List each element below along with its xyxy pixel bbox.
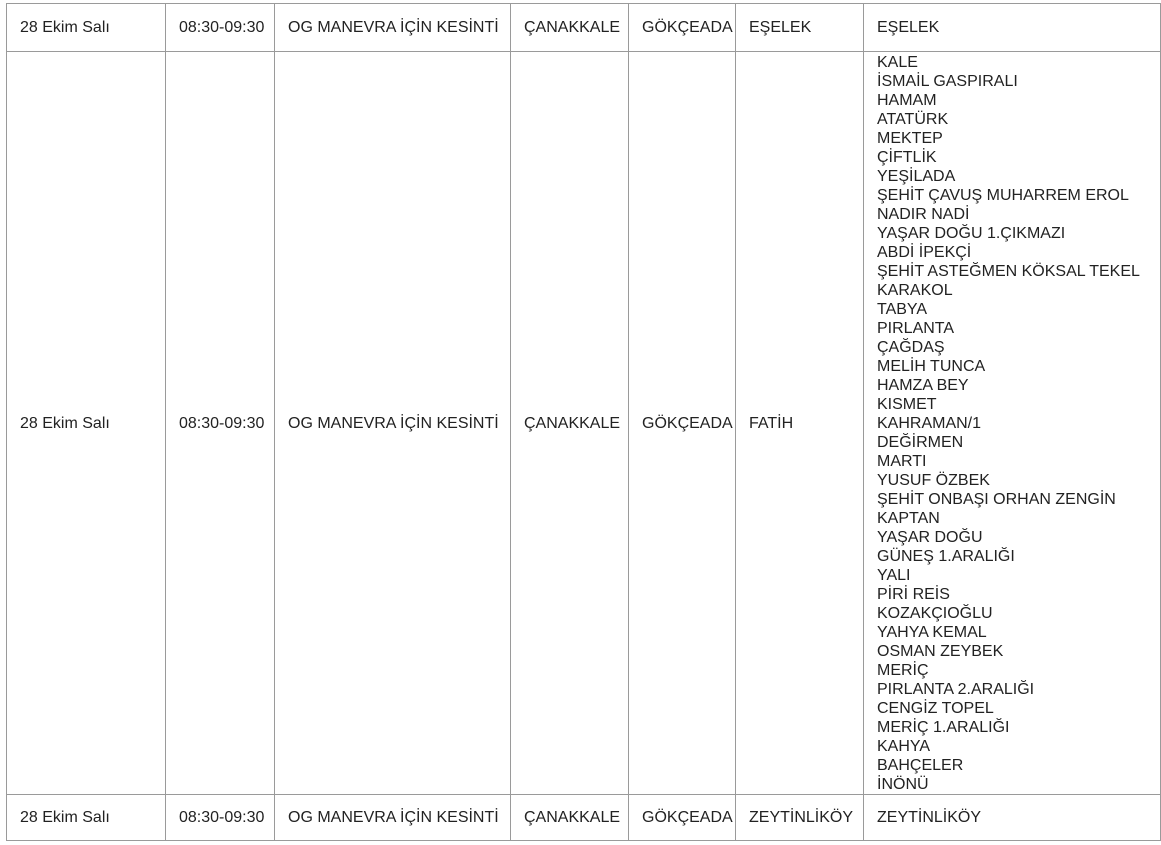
district-cell: GÖKÇEADA [629, 795, 736, 841]
city-cell: ÇANAKKALE [511, 52, 629, 795]
street-item: ATATÜRK [877, 110, 949, 128]
time-cell: 08:30-09:30 [166, 795, 275, 841]
street-list [877, 808, 1160, 827]
outage-table [6, 3, 1161, 841]
street-item: ÇAĞDAŞ [877, 338, 945, 356]
neighborhood-cell: FATİH [736, 52, 864, 795]
district-cell: GÖKÇEADA [629, 52, 736, 795]
table-row [7, 795, 1161, 841]
date-cell: 28 Ekim Salı [7, 795, 166, 841]
street-list [877, 53, 1160, 794]
street-item: ZEYTİNLİKÖY [877, 809, 982, 826]
street-item: YALI [877, 566, 911, 584]
street-item: DEĞİRMEN [877, 433, 964, 451]
street-item: KAPTAN [877, 509, 940, 527]
street-item: HAMZA BEY [877, 376, 969, 394]
street-item: ABDİ İPEKÇİ [877, 243, 972, 261]
street-item: GÜNEŞ 1.ARALIĞI [877, 547, 1015, 565]
street-item: PİRİ REİS [877, 585, 950, 603]
streets-cell [864, 4, 1161, 52]
reason-cell: OG MANEVRA İÇİN KESİNTİ [275, 4, 511, 52]
street-item: PIRLANTA [877, 319, 955, 337]
city-cell: ÇANAKKALE [511, 4, 629, 52]
street-item: KALE [877, 53, 918, 71]
time-cell: 08:30-09:30 [166, 4, 275, 52]
time-cell: 08:30-09:30 [166, 52, 275, 795]
street-item: KISMET [877, 395, 937, 413]
street-item: BAHÇELER [877, 756, 964, 774]
street-item: MERİÇ 1.ARALIĞI [877, 718, 1010, 736]
street-item: EŞELEK [877, 19, 940, 36]
neighborhood-cell: ZEYTİNLİKÖY [736, 795, 864, 841]
street-item: KARAKOL [877, 281, 953, 299]
streets-cell [864, 795, 1161, 841]
street-item: ŞEHİT ONBAŞI ORHAN ZENGİN [877, 490, 1116, 508]
street-item: KOZAKÇIOĞLU [877, 604, 993, 622]
street-item: MELİH TUNCA [877, 357, 986, 375]
table-row [7, 4, 1161, 52]
table-row [7, 52, 1161, 795]
neighborhood-cell: EŞELEK [736, 4, 864, 52]
outage-table-body [7, 4, 1161, 841]
street-item: YEŞİLADA [877, 167, 956, 185]
district-cell: GÖKÇEADA [629, 4, 736, 52]
city-cell: ÇANAKKALE [511, 795, 629, 841]
date-cell: 28 Ekim Salı [7, 52, 166, 795]
reason-cell: OG MANEVRA İÇİN KESİNTİ [275, 795, 511, 841]
streets-cell [864, 52, 1161, 795]
street-item: PIRLANTA 2.ARALIĞI [877, 680, 1035, 698]
street-item: KAHYA [877, 737, 931, 755]
street-item: YAŞAR DOĞU [877, 528, 983, 546]
date-cell: 28 Ekim Salı [7, 4, 166, 52]
street-item: YAŞAR DOĞU 1.ÇIKMAZI [877, 224, 1066, 242]
street-item: YUSUF ÖZBEK [877, 471, 990, 489]
street-item: OSMAN ZEYBEK [877, 642, 1004, 660]
street-item: HAMAM [877, 91, 937, 109]
street-item: ŞEHİT ASTEĞMEN KÖKSAL TEKEL [877, 262, 1140, 280]
street-item: TABYA [877, 300, 928, 318]
street-list [877, 18, 1160, 37]
reason-cell: OG MANEVRA İÇİN KESİNTİ [275, 52, 511, 795]
street-item: ÇİFTLİK [877, 148, 937, 166]
street-item: KAHRAMAN/1 [877, 414, 982, 432]
street-item: İSMAİL GASPIRALI [877, 72, 1018, 90]
street-item: ŞEHİT ÇAVUŞ MUHARREM EROL [877, 186, 1129, 204]
street-item: MERİÇ [877, 661, 929, 679]
street-item: YAHYA KEMAL [877, 623, 987, 641]
street-item: CENGİZ TOPEL [877, 699, 994, 717]
street-item: İNÖNÜ [877, 775, 929, 793]
street-item: MARTI [877, 452, 927, 470]
street-item: NADIR NADİ [877, 205, 970, 223]
street-item: MEKTEP [877, 129, 943, 147]
